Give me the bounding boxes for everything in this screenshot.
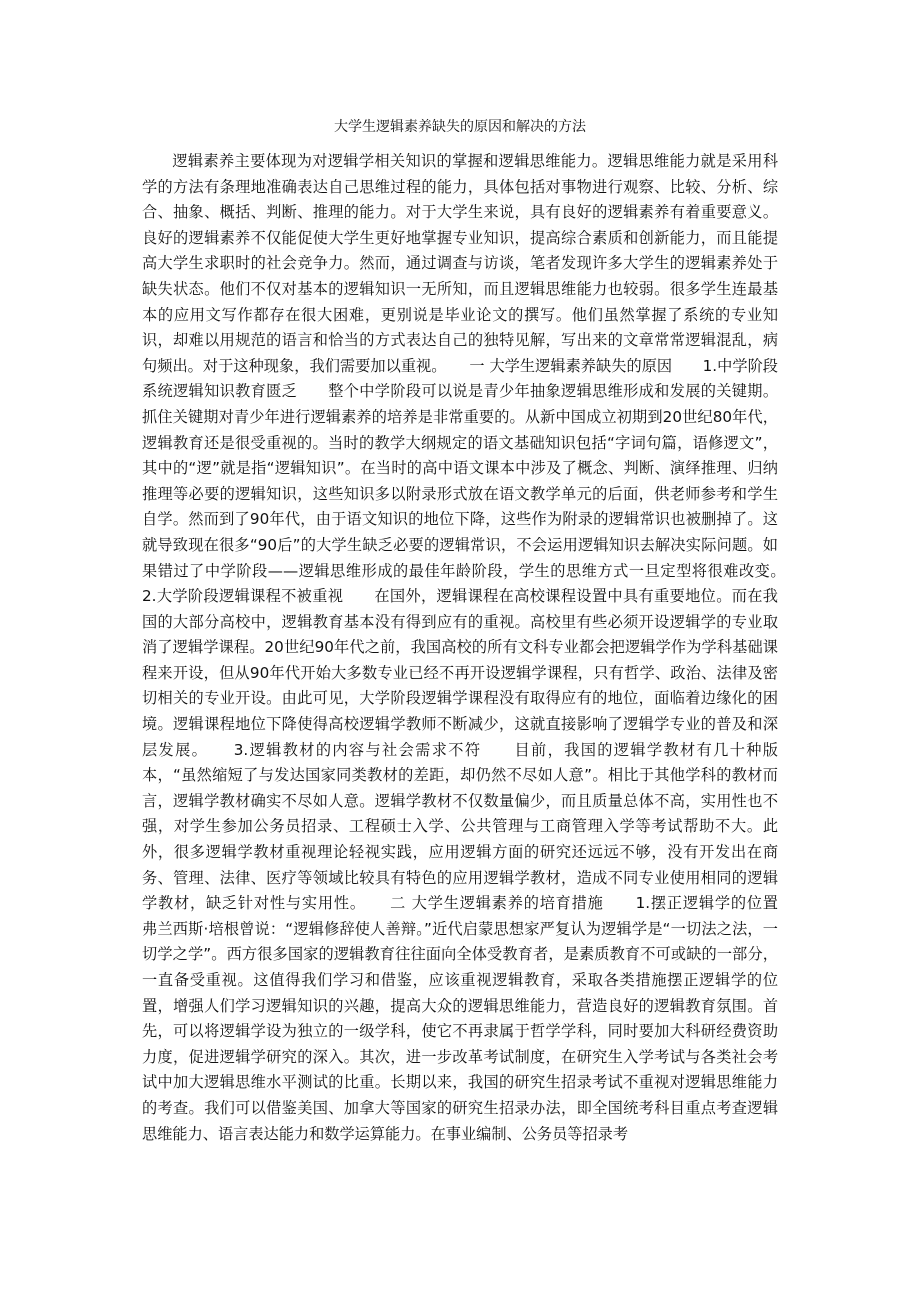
document-body-text: 逻辑素养主要体现为对逻辑学相关知识的掌握和逻辑思维能力。逻辑思维能力就是采用科学的方法有条理地准确表达自己思维过程的能力，具体包括对事物进行观察、比较、分析、综合、抽象、概括、判断、推理的能力。对于大学生来说，具有良好的逻辑素养有着重要意义。良好的逻辑素养不仅能促使大学生更好地掌握专业知识，提高综合素质和创新能力，而且能提高大学生求职时的社会竞争力。然而，通过调查与访谈，笔者发现许多大学生的逻辑素养处于缺失状态。他们不仅对基本的逻辑知识一无所知，而且逻辑思维能力也较弱。很多学生连最基本的应用文写作都存在很大困难，更别说是毕业论文的撰写。他们虽然掌握了系统的专业知识，却难以用规范的语言和恰当的方式表达自己的独特见解，写出来的文章常常逻辑混乱，病句频出。对于这种现象，我们需要加以重视。 一 大学生逻辑素养缺失的原因 1.中学阶段系统逻辑知识教育匮乏 整个中学阶段可以说是青少年抽象逻辑思维形成和发展的关键期。抓住关键期对青少年进行逻辑素养的培养是非常重要的。从新中国成立初期到20世纪80年代，逻辑教育还是很受重视的。当时的教学大纲规定的语文基础知识包括“字词句篇，语修逻文”，其中的“逻”就是指“逻辑知识”。在当时的高中语文课本中涉及了概念、判断、演绎推理、归纳推理等必要的逻辑知识，这些知识多以附录形式放在语文教学单元的后面，供老师参考和学生自学。然而到了90年代，由于语文知识的地位下降，这些作为附录的逻辑常识也被删掉了。这就导致现在很多“90后”的大学生缺乏必要的逻辑常识，不会运用逻辑知识去解决实际问题。如果错过了中学阶段——逻辑思维形成的最佳年龄阶段，学生的思维方式一旦定型将很难改变。 2.大学阶段逻辑课程不被重视 在国外，逻辑课程在高校课程设置中具有重要地位。而在我国的大部分高校中，逻辑教育基本没有得到应有的重视。高校里有些必须开设逻辑学的专业取消了逻辑学课程。20世纪90年代之前，我国高校的所有文科专业都会把逻辑学作为学科基础课程来开设，但从90年代开始大多数专业已经不再开设逻辑学课程，只有哲学、政治、法律及密切相关的专业开设。由此可见，大学阶段逻辑学课程没有取得应有的地位，面临着边缘化的困境。逻辑课程地位下降使得高校逻辑学教师不断减少，这就直接影响了逻辑学专业的普及和深层发展。 3.逻辑教材的内容与社会需求不符 目前，我国的逻辑学教材有几十种版本，“虽然缩短了与发达国家同类教材的差距，却仍然不尽如人意”。相比于其他学科的教材而言，逻辑学教材确实不尽如人意。逻辑学教材不仅数量偏少，而且质量总体不高，实用性也不强，对学生参加公务员招录、工程硕士入学、公共管理与工商管理入学等考试帮助不大。此外，很多逻辑学教材重视理论轻视实践，应用逻辑方面的研究还远远不够，没有开发出在商务、管理、法律、医疗等领域比较具有特色的应用逻辑学教材，造成不同专业使用相同的逻辑学教材，缺乏针对性与实用性。 二 大学生逻辑素养的培育措施 1.摆正逻辑学的位置 弗兰西斯·培根曾说：“逻辑修辞使人善辩。”近代启蒙思想家严复认为逻辑学是“一切法之法，一切学之学”。西方很多国家的逻辑教育往往面向全体受教育者，是素质教育不可或缺的一部分，一直备受重视。这值得我们学习和借鉴，应该重视逻辑教育，采取各类措施摆正逻辑学的位置，增强人们学习逻辑知识的兴趣，提高大众的逻辑思维能力，营造良好的逻辑教育氛围。首先，可以将逻辑学设为独立的一级学科，使它不再隶属于哲学学科，同时要加大科研经费资助力度，促进逻辑学研究的深入。其次，进一步改革考试制度，在研究生入学考试与各类社会考试中加大逻辑思维水平测试的比重。长期以来，我国的研究生招录考试不重视对逻辑思维能力的考查。我们可以借鉴美国、加拿大等国家的研究生招录办法，即全国统考科目重点考查逻辑思维能力、语言表达能力和数学运算能力。在事业编制、公务员等招录考 [142, 152, 809, 1143]
document-title: 大学生逻辑素养缺失的原因和解决的方法 [334, 119, 586, 135]
